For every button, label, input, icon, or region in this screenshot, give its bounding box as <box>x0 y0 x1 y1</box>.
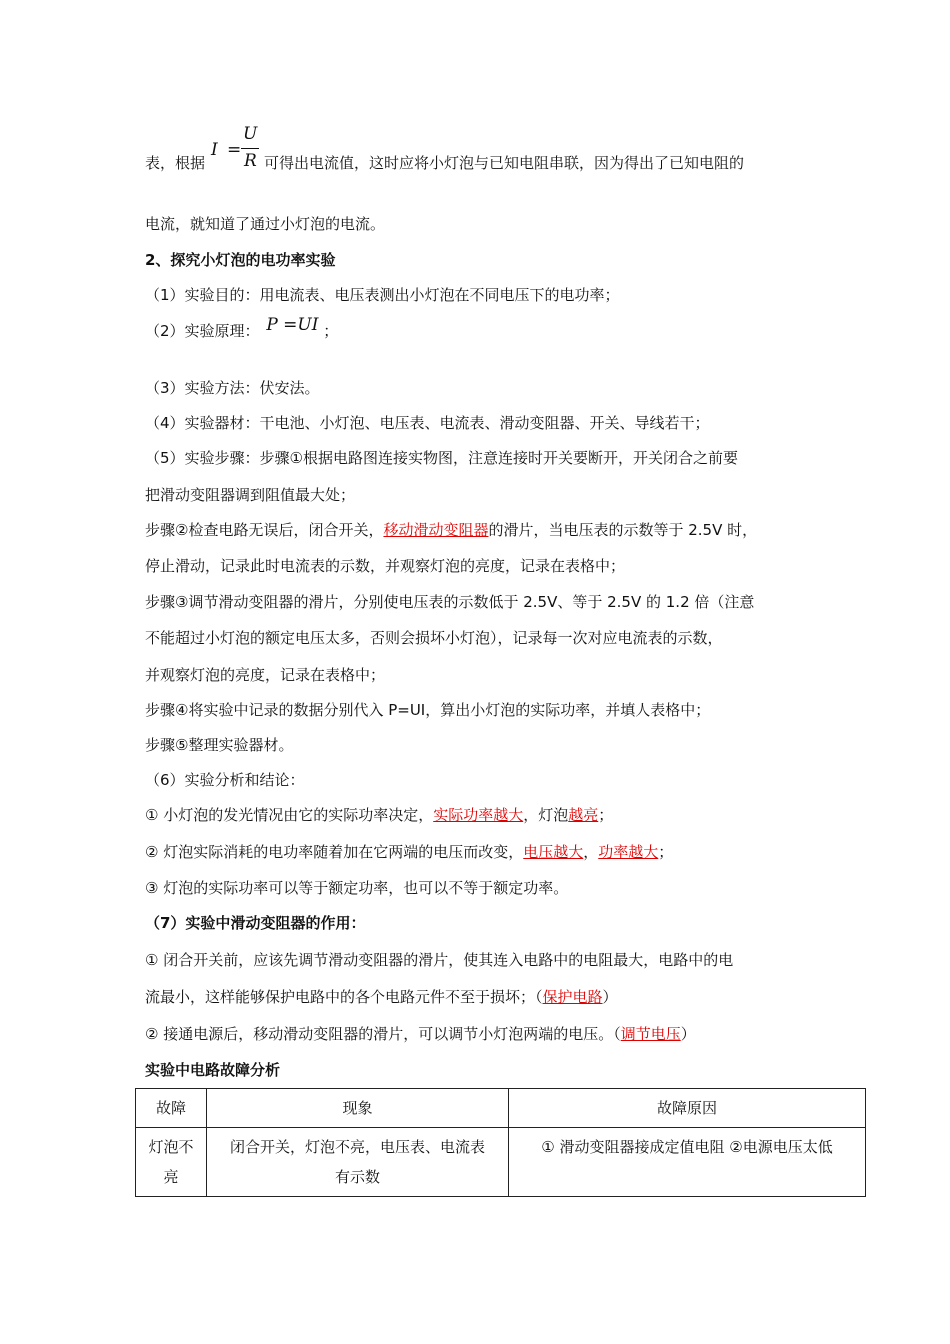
equipment: （4）实验器材：干电池、小灯泡、电压表、电流表、滑动变阻器、开关、导线若干； <box>145 414 710 432</box>
r1-text-a: 流最小，这样能够保护电路中的各个电路元件不至于损坏；（ <box>145 988 543 1006</box>
formula-eq: = <box>227 140 242 160</box>
header-fault: 故障 <box>136 1089 207 1128</box>
principle-line <box>145 315 339 342</box>
c2-highlight-2: 功率越大 <box>598 843 659 861</box>
c1-text-c: ； <box>598 806 614 824</box>
intro-line-1 <box>145 152 205 174</box>
cell-phenomenon <box>207 1128 509 1197</box>
step5-line: 步骤⑤整理实验器材。 <box>145 736 294 754</box>
current-formula <box>211 124 263 178</box>
intro-prefix: 表，根据 <box>145 154 206 172</box>
table-header-row <box>136 1089 866 1128</box>
c2-text-c: ； <box>658 843 674 861</box>
formula-numerator: U <box>243 124 258 144</box>
header-cause: 故障原因 <box>509 1089 866 1128</box>
purpose: （1）实验目的：用电流表、电压表测出小灯泡在不同电压下的电功率； <box>145 286 620 304</box>
c1-text-a: ① 小灯泡的发光情况由它的实际功率决定， <box>145 806 434 824</box>
steps-line-2: 把滑动变阻器调到阻值最大处； <box>145 486 356 504</box>
conclusion-3: ③ 灯泡的实际功率可以等于额定功率，也可以不等于额定功率。 <box>145 879 569 897</box>
principle-formula: P =UI <box>266 315 319 335</box>
principle-label: （2）实验原理： <box>145 322 260 340</box>
step2-highlight: 移动滑动变阻器 <box>383 521 489 539</box>
cell-fault-line-2: 亮 <box>163 1168 179 1186</box>
step3-line-1: 步骤③调节滑动变阻器的滑片，分别使电压表的示数低于 2.5V、等于 2.5V 的 1.2 倍（注意 <box>145 593 755 611</box>
formula-lhs: I <box>211 140 218 160</box>
cell-phenomenon-line-2: 有示数 <box>334 1168 380 1186</box>
r2-highlight: 调节电压 <box>620 1025 681 1043</box>
cell-cause: ① 滑动变阻器接成定值电阻 ②电源电压太低 <box>509 1128 866 1197</box>
c2-text-b: ， <box>583 843 599 861</box>
r1-highlight: 保护电路 <box>542 988 603 1006</box>
principle-end: ； <box>323 322 339 340</box>
step2-text-b: 的滑片，当电压表的示数等于 2.5V 时， <box>488 521 758 539</box>
role-1-line-2 <box>145 986 618 1008</box>
r2-text-b: ） <box>680 1025 696 1043</box>
cell-fault-line-1: 灯泡不 <box>148 1138 194 1156</box>
c2-text-a: ② 灯泡实际消耗的电功率随着加在它两端的电压而改变， <box>145 843 524 861</box>
c1-highlight-2: 越亮 <box>568 806 599 824</box>
step3-line-3: 并观察灯泡的亮度，记录在表格中； <box>145 666 386 684</box>
formula-denominator: R <box>244 151 257 171</box>
role-title: （7）实验中滑动变阻器的作用： <box>145 914 366 932</box>
cell-phenomenon-line-1: 闭合开关，灯泡不亮，电压表、电流表 <box>229 1138 485 1156</box>
step2-text-a: 步骤②检查电路无误后，闭合开关， <box>145 521 384 539</box>
fault-table <box>135 1088 866 1197</box>
role-2-line <box>145 1023 696 1045</box>
r1-text-b: ） <box>602 988 618 1006</box>
step2-line-1 <box>145 519 757 541</box>
section-title: 2、探究小灯泡的电功率实验 <box>145 251 336 269</box>
step4-line: 步骤④将实验中记录的数据分别代入 P=UI，算出小灯泡的实际功率，并填人表格中； <box>145 701 711 719</box>
steps-line-1: （5）实验步骤：步骤①根据电路图连接实物图，注意连接时开关要断开，开关闭合之前要 <box>145 449 738 467</box>
role-1-line-1: ① 闭合开关前，应该先调节滑动变阻器的滑片，使其连入电路中的电阻最大，电路中的电 <box>145 951 734 969</box>
c1-highlight-1: 实际功率越大 <box>433 806 524 824</box>
fraction-bar <box>241 148 259 149</box>
r2-text-a: ② 接通电源后，移动滑动变阻器的滑片，可以调节小灯泡两端的电压。（ <box>145 1025 621 1043</box>
table-row <box>136 1128 866 1197</box>
intro-suffix: 可得出电流值，这时应将小灯泡与已知电阻串联，因为得出了已知电阻的 <box>264 154 745 172</box>
intro-line-2: 电流，就知道了通过小灯泡的电流。 <box>145 215 386 233</box>
conclusion-2 <box>145 841 673 863</box>
step2-line-2: 停止滑动，记录此时电流表的示数，并观察灯泡的亮度，记录在表格中； <box>145 557 626 575</box>
analysis-title: （6）实验分析和结论： <box>145 771 305 789</box>
c2-highlight-1: 电压越大 <box>523 843 584 861</box>
fault-table-title: 实验中电路故障分析 <box>145 1061 281 1079</box>
conclusion-1 <box>145 804 613 826</box>
method: （3）实验方法：伏安法。 <box>145 379 320 397</box>
header-phenomenon: 现象 <box>207 1089 509 1128</box>
cell-fault <box>136 1128 207 1197</box>
c1-text-b: ，灯泡 <box>523 806 569 824</box>
step3-line-2: 不能超过小灯泡的额定电压太多，否则会损坏小灯泡），记录每一次对应电流表的示数， <box>145 629 723 647</box>
